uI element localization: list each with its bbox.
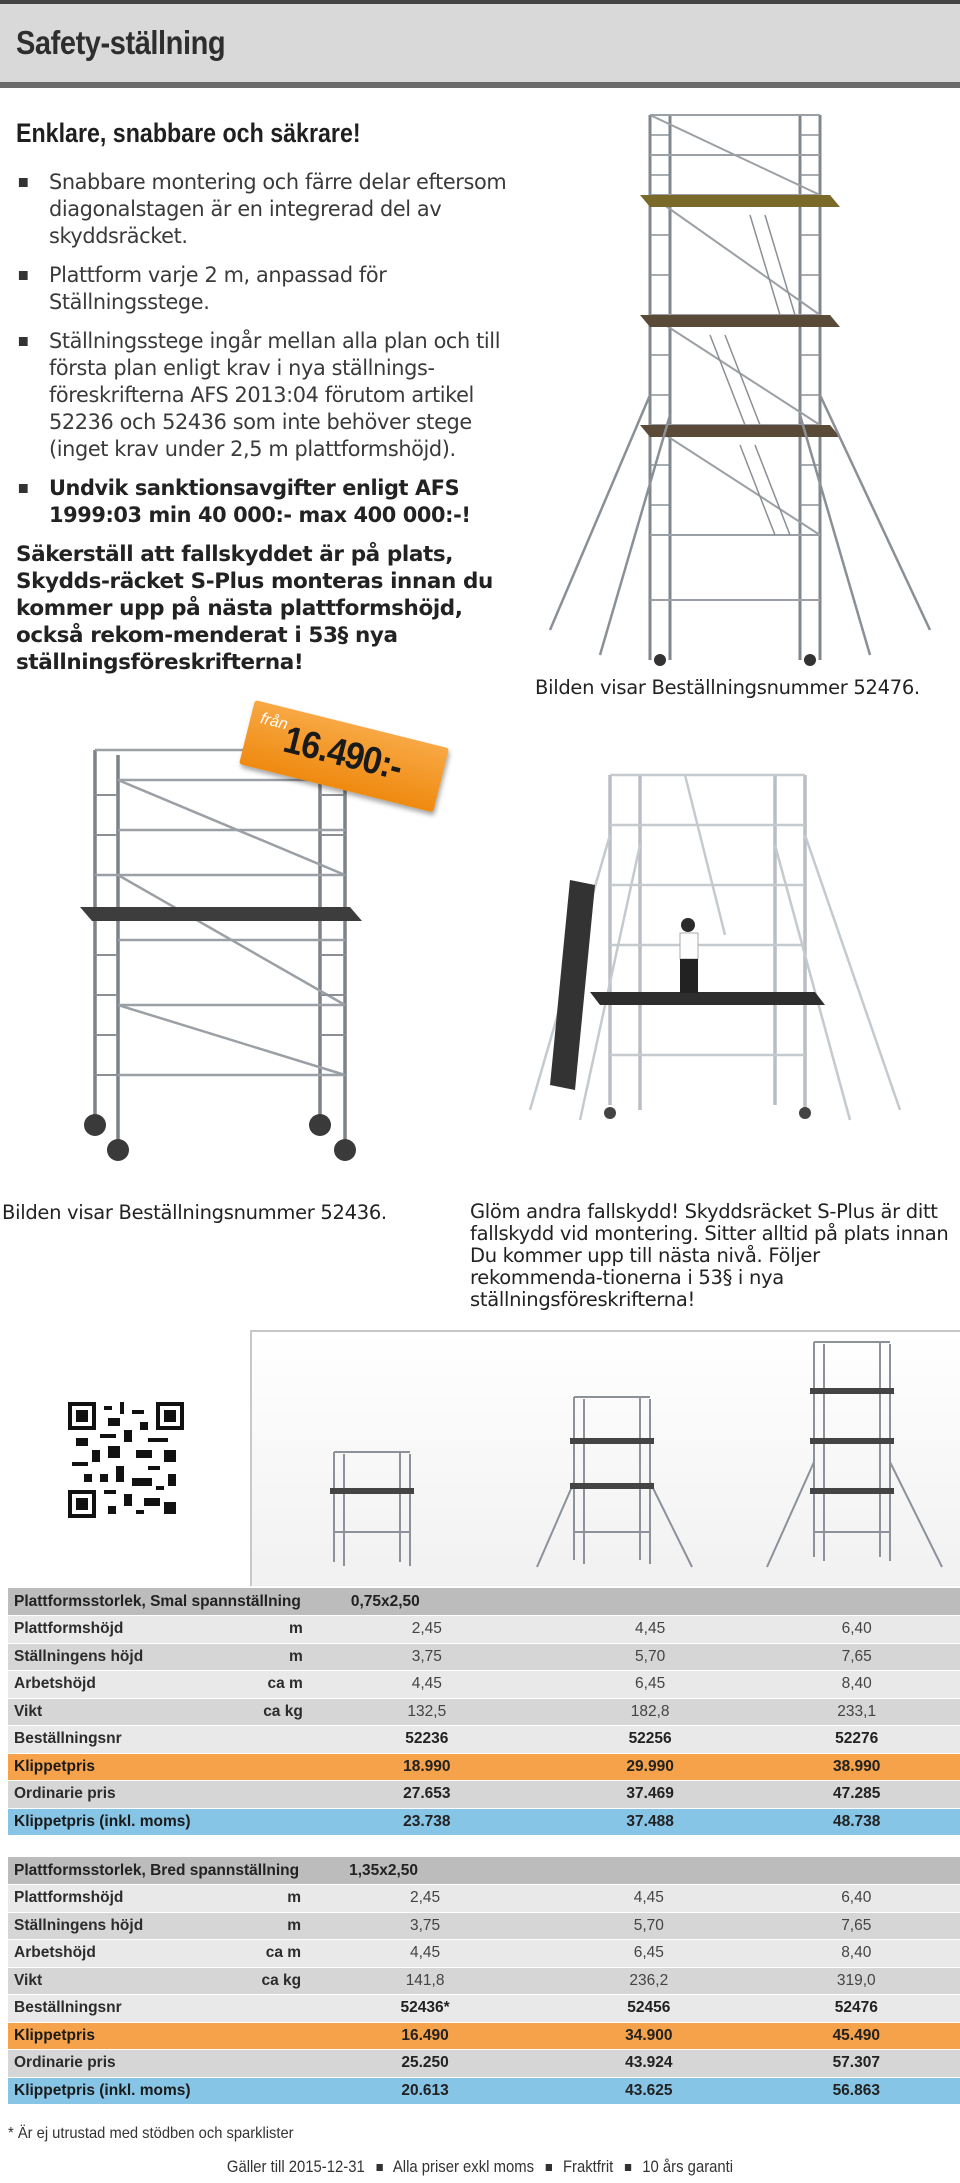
order-number: 52276 bbox=[753, 1726, 960, 1754]
row-unit: ca kg bbox=[252, 1967, 305, 1995]
row-label: Klippetpris (inkl. moms) bbox=[8, 2077, 252, 2105]
right-photo-caption: Glöm andra fallskydd! Skyddsräcket S-Plus är ditt fallskydd vid montering. Sitter alltid på plats innan Du kommer upp till nästa nivå. Följer rekommenda-tionerna i 53§ i nya ställningsföreskrifterna! bbox=[470, 1200, 949, 1311]
row-label: Ställningens höjd bbox=[8, 1643, 254, 1671]
table-row bbox=[8, 1995, 960, 2023]
bullet-separator-icon bbox=[625, 2164, 631, 2171]
table-cell: 2,45 bbox=[305, 1885, 545, 1913]
validity-text: Gäller till 2015-12-31 bbox=[226, 2158, 365, 2176]
platform-size: 1,35x2,50 bbox=[305, 1857, 545, 1885]
row-unit: ca kg bbox=[254, 1698, 307, 1726]
row-label: Ordinarie pris bbox=[8, 2050, 252, 2078]
price-cell: 29.990 bbox=[547, 1753, 754, 1781]
table-cell: 8,40 bbox=[753, 1671, 960, 1699]
table-header-row bbox=[8, 1857, 960, 1885]
table-cell: 5,70 bbox=[547, 1643, 754, 1671]
price-cell: 20.613 bbox=[305, 2077, 545, 2105]
price-cell: 45.490 bbox=[753, 2022, 960, 2050]
order-number: 52436* bbox=[305, 1995, 545, 2023]
table-cell: 6,40 bbox=[753, 1885, 960, 1913]
table-row bbox=[8, 1671, 960, 1699]
row-unit: m bbox=[252, 1885, 305, 1913]
price-cell: 48.738 bbox=[753, 1808, 960, 1836]
row-label: Beställningsnr bbox=[8, 1726, 254, 1754]
price-cell: 25.250 bbox=[305, 2050, 545, 2078]
table-row bbox=[8, 1781, 960, 1809]
spec-table-wide bbox=[8, 1857, 960, 2105]
price-cell: 57.307 bbox=[753, 2050, 960, 2078]
table-row bbox=[8, 1885, 960, 1913]
table-cell: 319,0 bbox=[753, 1967, 960, 1995]
assembly-photo bbox=[470, 735, 960, 1205]
table-row-vat-price bbox=[8, 1808, 960, 1836]
row-label: Vikt bbox=[8, 1698, 254, 1726]
feature-item: Snabbare montering och färre delar eftersom diagonalstagen är en integrerad del av skyddsräcket. bbox=[16, 169, 511, 250]
left-photo-caption: Bilden visar Beställningsnummer 52436. bbox=[2, 1201, 387, 1224]
row-label: Vikt bbox=[8, 1967, 252, 1995]
table-cell: 6,45 bbox=[545, 1940, 752, 1968]
tall-photo-caption: Bilden visar Beställningsnummer 52476. bbox=[535, 676, 920, 699]
table-row bbox=[8, 1643, 960, 1671]
price-cell: 34.900 bbox=[545, 2022, 752, 2050]
feature-list bbox=[16, 169, 526, 529]
row-label: Plattformshöjd bbox=[8, 1616, 254, 1644]
scaffold-lineup-illustration bbox=[252, 1332, 960, 1588]
shipping-note: Fraktfrit bbox=[562, 2158, 614, 2176]
header-spacer bbox=[545, 1857, 752, 1885]
price-cell: 27.653 bbox=[307, 1781, 547, 1809]
table-title: Plattformsstorlek, Smal spannställning bbox=[8, 1588, 307, 1616]
table-title: Plattformsstorlek, Bred spannställning bbox=[8, 1857, 305, 1885]
qr-code[interactable] bbox=[68, 1402, 184, 1518]
header-spacer bbox=[753, 1588, 960, 1616]
price-cell: 37.488 bbox=[547, 1808, 754, 1836]
row-label: Klippetpris bbox=[8, 2022, 252, 2050]
row-unit bbox=[252, 2077, 305, 2105]
table-cell: 4,45 bbox=[307, 1671, 547, 1699]
row-unit: m bbox=[254, 1616, 307, 1644]
price-cell: 37.469 bbox=[547, 1781, 754, 1809]
row-unit: m bbox=[254, 1643, 307, 1671]
order-number: 52456 bbox=[545, 1995, 752, 2023]
row-label: Arbetshöjd bbox=[8, 1671, 254, 1699]
table-cell: 4,45 bbox=[305, 1940, 545, 1968]
price-cell: 16.490 bbox=[305, 2022, 545, 2050]
price-cell: 18.990 bbox=[307, 1753, 547, 1781]
safety-emphasis: Säkerställ att fallskyddet är på plats, Skydds-räcket S-Plus monteras innan du kommer upp på nästa plattformshöjd, också rekom-menderat i 53§ nya ställningsföreskrifterna! bbox=[16, 542, 493, 675]
table-cell: 141,8 bbox=[305, 1967, 545, 1995]
price-cell: 43.924 bbox=[545, 2050, 752, 2078]
table-cell: 7,65 bbox=[753, 1643, 960, 1671]
order-number: 52476 bbox=[753, 1995, 960, 2023]
header-spacer bbox=[753, 1857, 960, 1885]
feature-item-warning: Undvik sanktionsavgifter enligt AFS 1999:03 min 40 000:- max 400 000:-! bbox=[16, 475, 511, 529]
feature-item: Ställningsstege ingår mellan alla plan och till första plan enligt krav i nya ställnings-föreskrifterna AFS 2013:04 förutom artikel 52236 och 52436 som inte behöver stege (inget krav under 2,5 m plattformshöjd). bbox=[16, 328, 511, 463]
header-spacer bbox=[547, 1588, 754, 1616]
row-label: Klippetpris bbox=[8, 1753, 254, 1781]
row-unit bbox=[254, 1753, 307, 1781]
table-row bbox=[8, 1940, 960, 1968]
table-header-row bbox=[8, 1588, 960, 1616]
spec-table-narrow bbox=[8, 1588, 960, 1836]
row-label: Beställningsnr bbox=[8, 1995, 252, 2023]
table-cell: 4,45 bbox=[547, 1616, 754, 1644]
row-unit bbox=[252, 1995, 305, 2023]
price-cell: 56.863 bbox=[753, 2077, 960, 2105]
page-title: Safety-ställning bbox=[16, 24, 226, 61]
table-row bbox=[8, 1912, 960, 1940]
table-cell: 236,2 bbox=[545, 1967, 752, 1995]
table-row bbox=[8, 1698, 960, 1726]
vat-note: Alla priser exkl moms bbox=[392, 2158, 535, 2176]
table-cell: 233,1 bbox=[753, 1698, 960, 1726]
table-row bbox=[8, 1726, 960, 1754]
table-cell: 3,75 bbox=[305, 1912, 545, 1940]
table-cell: 132,5 bbox=[307, 1698, 547, 1726]
table-cell: 8,40 bbox=[753, 1940, 960, 1968]
table-row bbox=[8, 1616, 960, 1644]
row-unit bbox=[254, 1726, 307, 1754]
intro-heading: Enklare, snabbare och säkrare! bbox=[16, 118, 361, 148]
feature-item: Plattform varje 2 m, anpassad för Ställningsstege. bbox=[16, 262, 511, 316]
platform-size: 0,75x2,50 bbox=[307, 1588, 547, 1616]
row-label: Klippetpris (inkl. moms) bbox=[8, 1808, 254, 1836]
row-label: Arbetshöjd bbox=[8, 1940, 252, 1968]
row-unit bbox=[254, 1781, 307, 1809]
table-cell: 182,8 bbox=[547, 1698, 754, 1726]
price-prefix: från bbox=[258, 710, 290, 734]
tall-scaffold-photo bbox=[540, 95, 940, 670]
price-cell: 47.285 bbox=[753, 1781, 960, 1809]
price-cell: 43.625 bbox=[545, 2077, 752, 2105]
price-cell: 23.738 bbox=[307, 1808, 547, 1836]
warranty-note: 10 års garanti bbox=[642, 2158, 734, 2176]
table-row bbox=[8, 2050, 960, 2078]
footnote: * Är ej utrustad med stödben och sparklister bbox=[8, 2125, 294, 2142]
table-cell: 6,40 bbox=[753, 1616, 960, 1644]
page-header bbox=[0, 0, 960, 88]
wide-scaffold-photo bbox=[0, 735, 470, 1205]
row-unit bbox=[254, 1808, 307, 1836]
row-label: Ställningens höjd bbox=[8, 1912, 252, 1940]
table-cell: 6,45 bbox=[547, 1671, 754, 1699]
bullet-separator-icon bbox=[376, 2164, 382, 2171]
order-number: 52256 bbox=[547, 1726, 754, 1754]
row-unit bbox=[252, 2022, 305, 2050]
table-cell: 5,70 bbox=[545, 1912, 752, 1940]
table-row-sale-price bbox=[8, 1753, 960, 1781]
terms-footer bbox=[48, 2158, 912, 2177]
row-unit bbox=[252, 2050, 305, 2078]
table-cell: 2,45 bbox=[307, 1616, 547, 1644]
row-unit: ca m bbox=[254, 1671, 307, 1699]
price-cell: 38.990 bbox=[753, 1753, 960, 1781]
order-number: 52236 bbox=[307, 1726, 547, 1754]
table-row-vat-price bbox=[8, 2077, 960, 2105]
row-unit: ca m bbox=[252, 1940, 305, 1968]
bullet-separator-icon bbox=[545, 2164, 551, 2171]
row-label: Ordinarie pris bbox=[8, 1781, 254, 1809]
row-label: Plattformshöjd bbox=[8, 1885, 252, 1913]
table-row bbox=[8, 1967, 960, 1995]
table-cell: 4,45 bbox=[545, 1885, 752, 1913]
product-lineup-image bbox=[250, 1330, 960, 1586]
price-amount: 16.490:- bbox=[279, 718, 407, 789]
table-cell: 3,75 bbox=[307, 1643, 547, 1671]
row-unit: m bbox=[252, 1912, 305, 1940]
table-row-sale-price bbox=[8, 2022, 960, 2050]
intro-section bbox=[16, 118, 526, 676]
table-cell: 7,65 bbox=[753, 1912, 960, 1940]
